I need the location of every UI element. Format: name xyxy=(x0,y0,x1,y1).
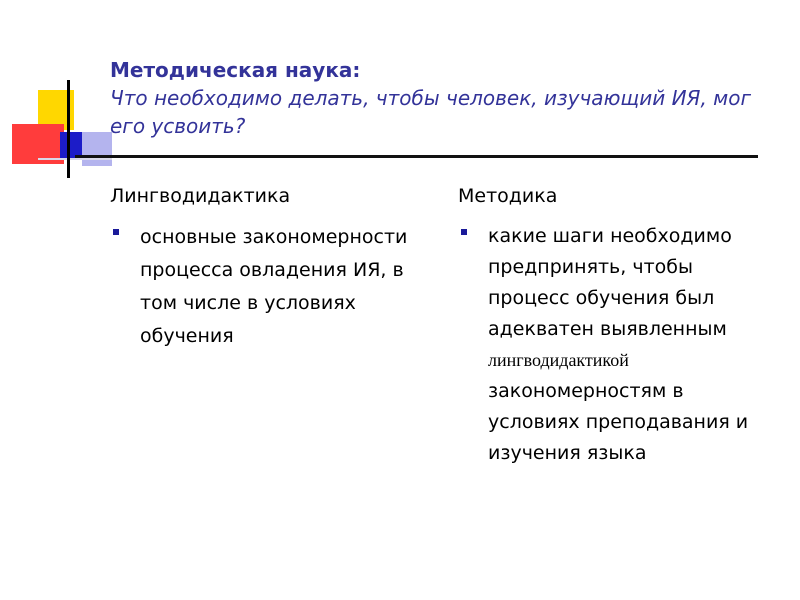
title-bold: Методическая наука: xyxy=(110,58,361,82)
logo-vertical-line xyxy=(67,80,70,178)
title-divider xyxy=(75,155,758,158)
right-column xyxy=(458,183,778,469)
right-bullet-item xyxy=(458,221,778,469)
left-bullet-item xyxy=(110,221,410,353)
right-bullet-text-before: какие шаги необходимо предпринять, чтобы процесс обучения был адекватен выявленным xyxy=(488,225,732,340)
bullet-square-icon xyxy=(113,229,119,235)
title-italic: Что необходимо делать, чтобы человек, изучающий ИЯ, мог его усвоить? xyxy=(110,86,751,138)
slide-title xyxy=(110,56,790,140)
right-bullet-text-serif: лингводидактикой xyxy=(488,350,629,370)
right-bullet-text-after: закономерностям в условиях преподавания и изучения языка xyxy=(488,380,749,464)
logo-light-line xyxy=(38,158,112,160)
left-column-heading: Лингводидактика xyxy=(110,185,291,207)
left-column xyxy=(110,183,410,353)
bullet-square-icon xyxy=(461,229,467,235)
logo-lavender-square xyxy=(82,132,112,166)
left-bullet-text: основные закономерности процесса овладения ИЯ, в том числе в условиях обучения xyxy=(140,226,408,347)
decorative-logo xyxy=(0,0,120,190)
right-column-heading: Методика xyxy=(458,185,558,207)
